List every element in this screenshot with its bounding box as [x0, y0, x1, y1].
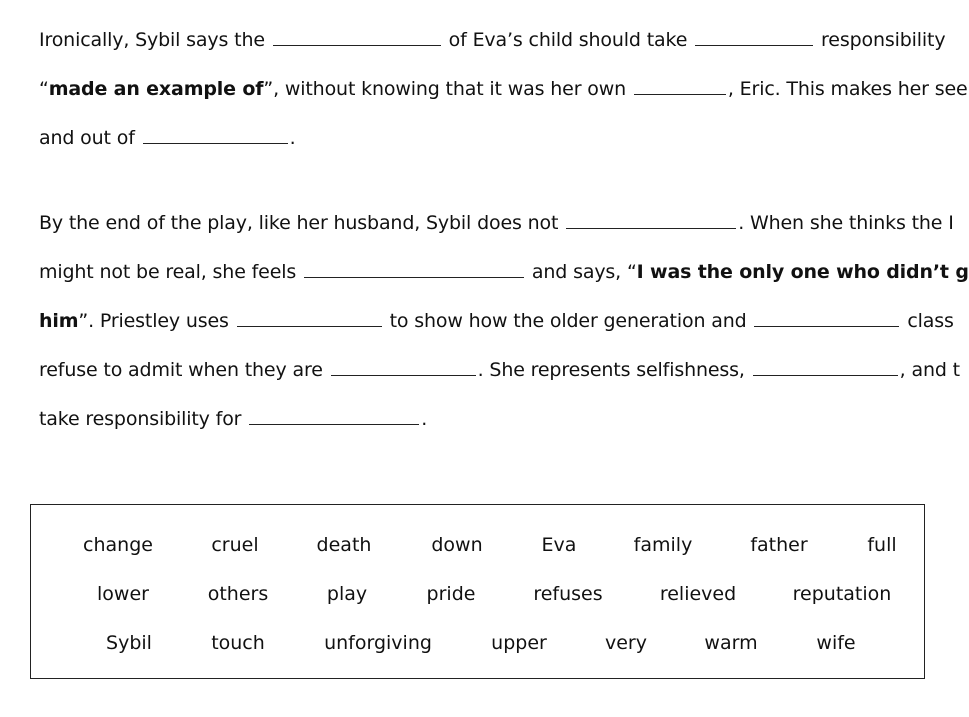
answer-blank[interactable] [695, 30, 813, 46]
paragraph1-line2 [39, 77, 968, 101]
word-bank-item[interactable]: lower [97, 583, 149, 605]
word-bank-item[interactable]: refuses [533, 583, 603, 605]
word-bank-item[interactable]: very [605, 632, 647, 654]
quotation-bold: made an example of [48, 78, 264, 100]
text-segment: and out of [39, 127, 135, 149]
text-segment: “ [39, 78, 49, 100]
text-segment: to show how the older generation and [389, 310, 747, 332]
text-segment: Ironically, Sybil says the [39, 29, 265, 51]
word-bank-item[interactable]: wife [816, 632, 856, 654]
word-bank-item[interactable]: others [207, 583, 269, 605]
paragraph1-line1 [39, 28, 945, 52]
answer-blank[interactable] [566, 213, 736, 229]
text-segment: and says, “ [531, 261, 637, 283]
text-segment: ”, without knowing that it was her own [263, 78, 627, 100]
paragraph2-line1 [39, 211, 954, 235]
word-bank-item[interactable]: unforgiving [324, 632, 432, 654]
answer-blank[interactable] [331, 360, 476, 376]
word-bank-item[interactable]: family [633, 534, 693, 556]
word-bank-box [30, 504, 925, 679]
text-segment: take responsibility for [39, 408, 242, 430]
answer-blank[interactable] [753, 360, 898, 376]
paragraph1-line3 [39, 126, 296, 150]
word-bank-item[interactable]: pride [426, 583, 476, 605]
word-bank-item[interactable]: relieved [659, 583, 737, 605]
word-bank-item[interactable]: upper [491, 632, 547, 654]
text-segment: . [289, 127, 296, 149]
paragraph2-line2 [39, 260, 969, 284]
answer-blank[interactable] [304, 262, 524, 278]
word-bank-item[interactable]: Sybil [106, 632, 152, 654]
answer-blank[interactable] [754, 311, 899, 327]
paragraph2-line5 [39, 407, 427, 431]
word-bank-item[interactable]: change [83, 534, 153, 556]
quotation-bold: I was the only one who didn’t g [636, 261, 969, 283]
text-segment: might not be real, she feels [39, 261, 297, 283]
text-segment: , Eric. This makes her see [727, 78, 968, 100]
text-segment: . When she thinks the I [738, 212, 954, 234]
word-bank-item[interactable]: down [431, 534, 483, 556]
answer-blank[interactable] [249, 409, 419, 425]
text-segment: , and t [899, 359, 960, 381]
answer-blank[interactable] [634, 79, 726, 95]
text-segment: refuse to admit when they are [39, 359, 323, 381]
text-segment: of Eva’s child should take [448, 29, 688, 51]
word-bank-item[interactable]: touch [211, 632, 265, 654]
word-bank-item[interactable]: cruel [211, 534, 259, 556]
answer-blank[interactable] [237, 311, 382, 327]
word-bank-item[interactable]: warm [704, 632, 758, 654]
word-bank-item[interactable]: play [326, 583, 368, 605]
text-segment: . She represents selfishness, [477, 359, 745, 381]
answer-blank[interactable] [273, 30, 441, 46]
word-bank-item[interactable]: Eva [541, 534, 577, 556]
word-bank-item[interactable]: death [316, 534, 372, 556]
text-segment: class [907, 310, 954, 332]
text-segment: By the end of the play, like her husband, Sybil does not [39, 212, 559, 234]
text-segment: . [421, 408, 428, 430]
word-bank-item[interactable]: reputation [792, 583, 892, 605]
text-segment: ”. Priestley uses [78, 310, 229, 332]
quotation-bold: him [39, 310, 79, 332]
text-segment: responsibility [821, 29, 946, 51]
word-bank-item[interactable]: full [867, 534, 897, 556]
paragraph2-line4 [39, 358, 960, 382]
answer-blank[interactable] [143, 128, 288, 144]
word-bank-item[interactable]: father [750, 534, 808, 556]
paragraph2-line3 [39, 309, 954, 333]
